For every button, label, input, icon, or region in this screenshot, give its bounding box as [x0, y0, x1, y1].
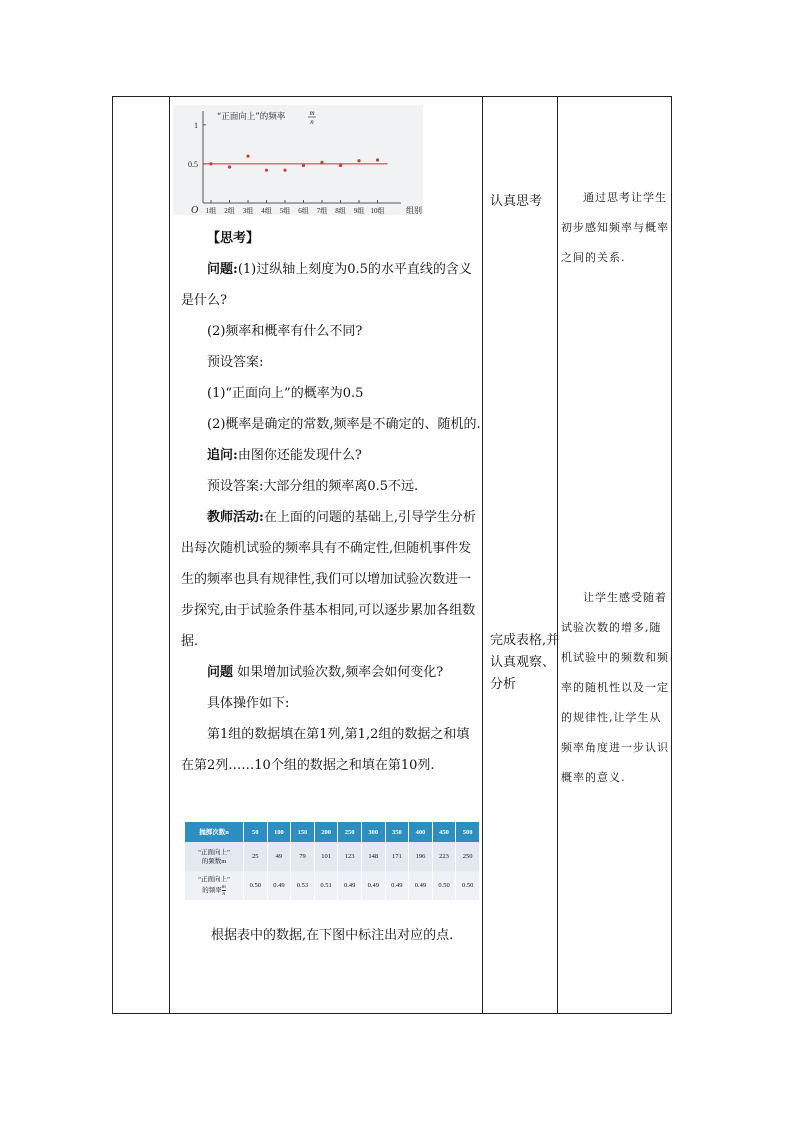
- question-1-text: (1)过纵轴上刻度为0.5的水平直线的含义是什么?: [181, 262, 472, 308]
- data-point: [376, 158, 379, 161]
- question-3-text: 如果增加试验次数,频率会如何变化?: [233, 665, 444, 680]
- question-1: [181, 254, 481, 316]
- data-point: [283, 169, 286, 172]
- table-cell: 100: [267, 822, 291, 842]
- teacher-activity-text: 在上面的问题的基础上,引导学生分析出每次随机试验的频率具有不确定性,但随机事件发生的频率也具有规律性,我们可以增加试验次数进一步探究,由于试验条件基本相同,可以逐步累加各组数据.: [181, 510, 476, 649]
- question-2: (2)频率和概率有什么不同?: [207, 324, 363, 339]
- row-label-frequency-b: 的频率: [202, 886, 222, 894]
- chart-title-frac-den: n: [310, 118, 314, 126]
- follow-up-answer: 预设答案:大部分组的频率离0.5不远.: [207, 479, 419, 494]
- design-intent-1: [561, 183, 669, 273]
- chart-title-frac-num: m: [309, 109, 315, 117]
- table-cell: 450: [432, 822, 456, 842]
- table-cell: 0.49: [361, 871, 385, 900]
- think-heading: 【思考】: [207, 231, 260, 246]
- table-cell: 171: [385, 842, 409, 871]
- table-cell: 25: [244, 842, 268, 871]
- teacher-activity: [181, 502, 481, 657]
- x-tick-label: 3组: [242, 207, 254, 215]
- x-axis-label: 组别: [406, 206, 422, 215]
- table-row: [185, 822, 480, 842]
- origin-label: O: [191, 205, 199, 215]
- table-row: [185, 842, 480, 871]
- table-cell: 0.51: [314, 871, 338, 900]
- table-cell: 123: [338, 842, 362, 871]
- table-cell: 49: [267, 842, 291, 871]
- table-cell: 300: [361, 822, 385, 842]
- question-3: [181, 657, 481, 688]
- data-table: [185, 822, 480, 900]
- table-cell: 50: [244, 822, 268, 842]
- x-tick-label: 7组: [316, 207, 328, 215]
- x-tick-label: 6组: [298, 207, 309, 215]
- follow-up-text: 由图你还能发现什么?: [237, 448, 362, 463]
- column-divider: [482, 97, 483, 1013]
- x-tick-label: 2组: [224, 207, 235, 215]
- table-cell: 200: [314, 822, 338, 842]
- data-point: [209, 162, 212, 165]
- data-point: [302, 164, 305, 167]
- question-label: 问题:: [207, 262, 238, 277]
- table-row: [185, 871, 480, 900]
- table-cell: 101: [314, 842, 338, 871]
- table-cell: 0.50: [456, 871, 480, 900]
- data-point: [246, 154, 249, 157]
- x-tick-label: 1组: [205, 207, 217, 215]
- table-cell: 223: [432, 842, 456, 871]
- data-point: [265, 169, 268, 172]
- row-label-count: [185, 842, 244, 871]
- column-divider: [557, 97, 558, 1013]
- follow-up-question: [181, 440, 481, 471]
- design-intent-2-text: 让学生感受随着试验次数的增多,随机试验中的频数和频率的随机性以及一定的规律性,让学生从频率角度进一步认识概率的意义.: [561, 591, 669, 784]
- design-intent-1-text: 通过思考让学生初步感知频率与概率之间的关系.: [561, 191, 669, 264]
- question-3-label: 问题: [207, 665, 234, 680]
- data-point: [339, 164, 342, 167]
- student-activity-1: 认真思考: [490, 194, 543, 209]
- frequency-chart: [173, 105, 423, 215]
- table-cell: 0.49: [409, 871, 433, 900]
- lesson-table: [112, 96, 672, 1014]
- teacher-activity-label: 教师活动:: [207, 510, 264, 525]
- table-cell: 0.53: [291, 871, 315, 900]
- table-cell: 250: [338, 822, 362, 842]
- fraction-m-over-n: [222, 884, 226, 897]
- table-cell: 196: [409, 842, 433, 871]
- final-instruction: 根据表中的数据,在下图中标注出对应的点.: [211, 928, 454, 943]
- student-activity-2: 完成表格,并认真观察、分析: [490, 633, 560, 692]
- y-tick-label: 0.5: [188, 159, 198, 169]
- table-cell: 0.49: [338, 871, 362, 900]
- steps-intro: 具体操作如下:: [207, 696, 290, 711]
- row-label-count-b: 的频数m: [201, 857, 227, 865]
- table-cell: 350: [385, 822, 409, 842]
- table-cell: 0.50: [432, 871, 456, 900]
- table-cell: 400: [409, 822, 433, 842]
- follow-up-label: 追问:: [207, 448, 238, 463]
- table-cell: 0.49: [267, 871, 291, 900]
- table-cell: 500: [456, 822, 480, 842]
- chart-title: “正面向上”的频率: [217, 112, 286, 122]
- row-label-frequency-a: “正面向上”: [198, 875, 230, 883]
- table-cell: 150: [291, 822, 315, 842]
- column-divider: [169, 97, 170, 1013]
- design-intent-2: [561, 583, 669, 793]
- frequency-chart-svg: [173, 105, 423, 215]
- content-column: [181, 223, 481, 781]
- row-label-count-a: “正面向上”: [198, 848, 230, 856]
- x-tick-label: 5组: [279, 207, 291, 215]
- y-tick-label: 1: [194, 120, 198, 130]
- data-point: [228, 165, 231, 168]
- x-tick-label: 8组: [335, 207, 346, 215]
- data-point: [357, 159, 360, 162]
- row-label-tosses: 抛掷次数n: [185, 822, 244, 842]
- x-tick-label: 10组: [370, 207, 385, 215]
- fraction-denominator: n: [222, 890, 226, 897]
- row-label-frequency: [185, 871, 244, 900]
- table-cell: 79: [291, 842, 315, 871]
- x-tick-label: 4组: [261, 207, 272, 215]
- answer-1: (1)“正面向上”的概率为0.5: [207, 386, 364, 401]
- preset-answer-label: 预设答案:: [207, 355, 264, 370]
- answer-2: (2)概率是确定的常数,频率是不确定的、随机的.: [207, 417, 481, 432]
- data-point: [320, 161, 323, 164]
- table-cell: 0.49: [385, 871, 409, 900]
- table-cell: 148: [361, 842, 385, 871]
- steps-detail: 第1组的数据填在第1列,第1,2组的数据之和填在第2列……10个组的数据之和填在第10列.: [181, 727, 470, 773]
- table-cell: 250: [456, 842, 480, 871]
- fraction-numerator: m: [221, 883, 226, 890]
- x-tick-label: 9组: [353, 207, 365, 215]
- table-cell: 0.50: [244, 871, 268, 900]
